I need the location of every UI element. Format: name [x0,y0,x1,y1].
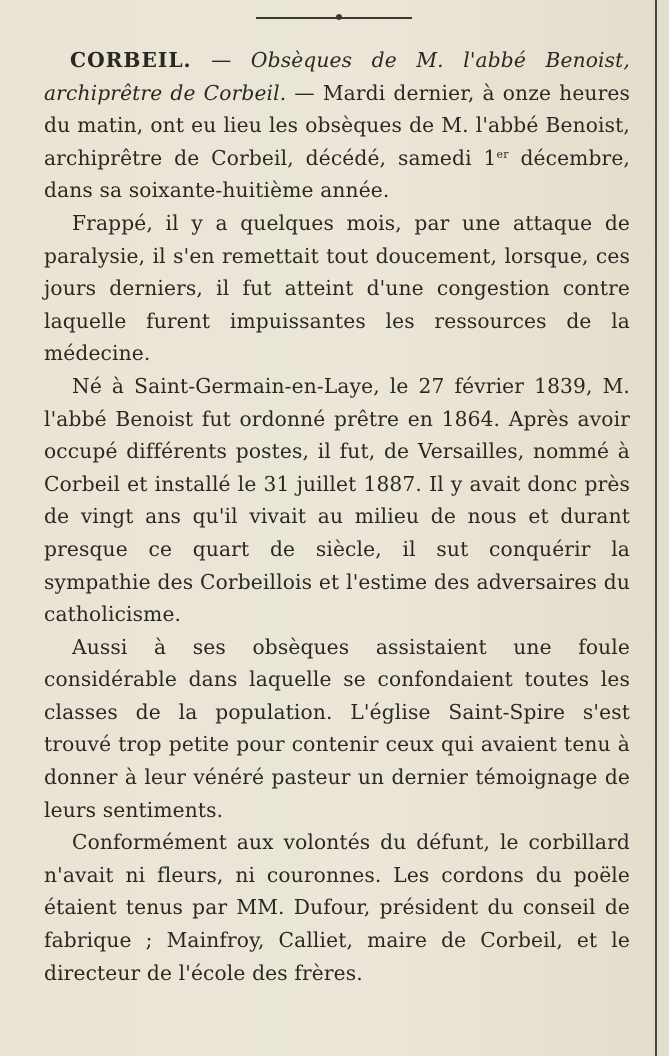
separator-rule [256,17,412,19]
article-paragraph-biography: Né à Saint-Germain-en-Laye, le 27 février 1839, M. l'abbé Benoist fut ordonné prêtre en 1864. Après avoir occupé différents postes, il fut, de Versailles, nommé à Corbeil et installé le 31 juillet 1887. Il y avait donc près de vingt ans qu'il vivait au milieu de nous et durant presque ce quart de siècle, il sut conquérir la sympathie des Corbeillois et l'estime des adversaires du catholicisme. [44,373,630,627]
article-headline: Obsèques de M. l'abbé Benoist, archiprêtre de Corbeil. [44,48,630,105]
article-paragraph-ceremony: Conformément aux volontés du défunt, le corbillard n'avait ni fleurs, ni couronnes. Les cordons du poële étaient tenus par MM. Dufour, président du conseil de fabrique ; Mainfroy, Calliet, maire de Corbeil, et le directeur de l'école des frères. [44,830,630,985]
article-paragraph-illness: Frappé, il y a quelques mois, par une attaque de paralysie, il s'en remettait tout doucement, lorsque, ces jours derniers, il fut atteint d'une congestion contre laquelle furent impuissantes les ressources de la médecine. [44,210,630,366]
lead-text: — Mardi dernier, à onze heures du matin, ont eu lieu les obsèques de M. l'abbé Benoist, archiprêtre de Corbeil, décédé, samedi 1 [44,80,630,170]
article-lead-paragraph [44,44,630,207]
ordinal-suffix: er [496,147,509,161]
article-dateline: CORBEIL. [70,48,192,72]
column-divider [655,0,657,1056]
separator-ornament [336,14,342,20]
article-body [44,44,630,989]
lead-text-end: décembre, dans sa soixante-huitième année. [44,145,630,203]
dateline-dash: — [191,48,251,72]
article-paragraph-attendance: Aussi à ses obsèques assistaient une foule considérable dans laquelle se confondaient toutes les classes de la population. L'église Saint-Spire s'est trouvé trop petite pour contenir ceux qui avaient tenu à donner à leur vénéré pasteur un dernier témoignage de leurs sentiments. [44,634,630,822]
